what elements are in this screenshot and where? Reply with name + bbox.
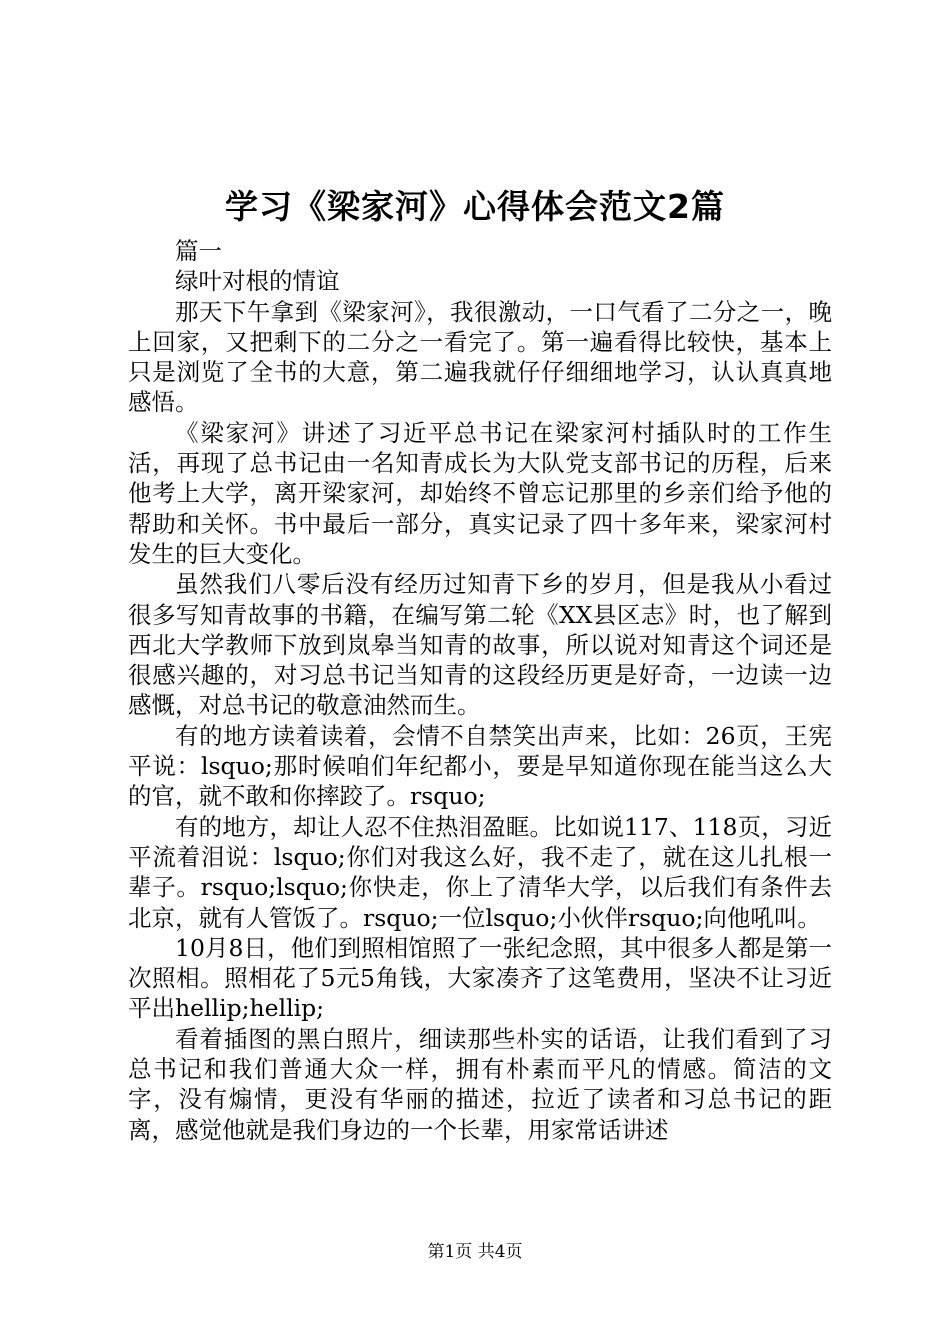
page-title: 学习《梁家河》心得体会范文2篇: [225, 187, 725, 226]
paragraph: 10月8日，他们到照相馆照了一张纪念照，其中很多人都是第一次照相。照相花了5元5角钱，大家凑齐了这笔费用，坚决不让习近平出hellip;hellip;: [128, 933, 832, 1023]
article-subtitle: 绿叶对根的情谊: [175, 267, 340, 296]
paragraph: 那天下午拿到《梁家河》，我很激动，一口气看了二分之一，晚上回家，又把剩下的二分之一看完了。第一遍看得比较快，基本上只是浏览了全书的大意，第二遍我就仔仔细细地学习，认认真真地感悟。: [128, 297, 832, 417]
paragraph: 有的地方，却让人忍不住热泪盈眶。比如说117、118页，习近平流着泪说：lsquo;你们对我这么好，我不走了，就在这儿扎根一辈子。rsquo;lsquo;你快走，你上了清华大学，以后我们有条件去北京，就有人管饭了。rsquo;一位lsquo;小伙伴rsquo;向他吼叫。: [128, 812, 832, 932]
paragraph: 虽然我们八零后没有经历过知青下乡的岁月，但是我从小看过很多写知青故事的书籍，在编写第二轮《XX县区志》时，也了解到西北大学教师下放到岚皋当知青的故事，所以说对知青这个词还是很感兴趣的，对习总书记当知青的这段经历更是好奇，一边读一边感慨，对总书记的敬意油然而生。: [128, 570, 832, 720]
paragraph: 看着插图的黑白照片，细读那些朴实的话语，让我们看到了习总书记和我们普通大众一样，拥有朴素而平凡的情感。简洁的文字，没有煽情，更没有华丽的描述，拉近了读者和习总书记的距离，感觉他就是我们身边的一个长辈，用家常话讲述: [128, 1024, 832, 1144]
section-heading: 篇一: [175, 237, 222, 265]
paragraph: 《梁家河》讲述了习近平总书记在梁家河村插队时的工作生活，再现了总书记由一名知青成长为大队党支部书记的历程，后来他考上大学，离开梁家河，却始终不曾忘记那里的乡亲们给予他的帮助和关怀。书中最后一部分，真实记录了四十多年来，梁家河村发生的巨大变化。: [128, 418, 832, 568]
document-body: [128, 236, 832, 1145]
page-footer: 第1页 共4页: [427, 1242, 523, 1262]
paragraph: 有的地方读着读着，会情不自禁笑出声来，比如：26页，王宪平说：lsquo;那时候咱们年纪都小，要是早知道你现在能当这么大的官，就不敢和你摔跤了。rsquo;: [128, 721, 832, 811]
